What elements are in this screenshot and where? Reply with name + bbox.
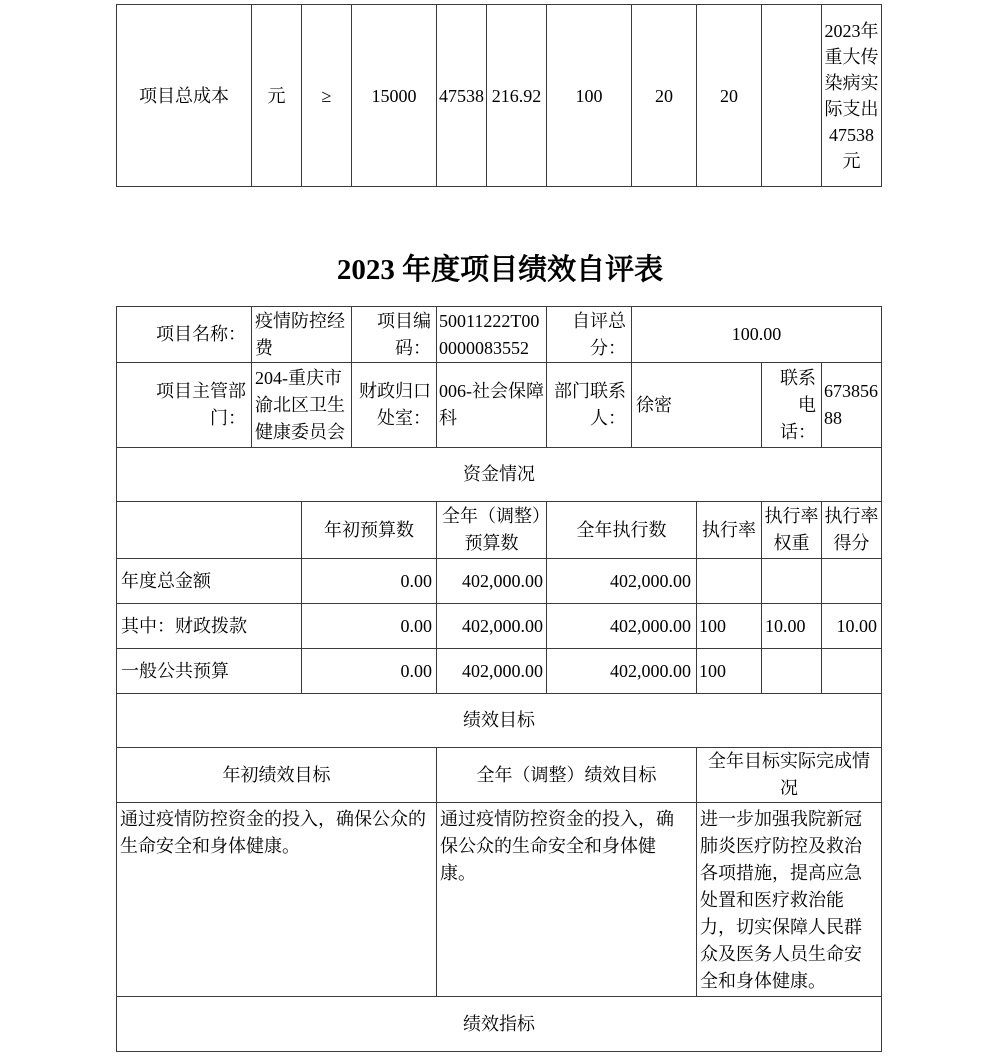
goals-section-title: 绩效目标 [463,710,535,730]
funds-header-rate-weight [762,502,821,558]
phone-value-cell [822,363,881,447]
funds-row-rate-weight-text: 10.00 [765,615,806,636]
project-name-value: 疫情防控经费 [255,310,345,358]
funds-row-execution-rate [697,649,761,693]
self-score-value: 100.00 [731,324,782,344]
prev-value-4-text: 100 [575,85,603,106]
funds-row-rate-score [822,604,881,648]
contact-value: 徐密 [636,394,672,415]
funds-row-label: 年度总金额 [121,570,211,591]
actual-completion-text: 进一步加强我院新冠肺炎医疗防控及救治各项措施，提高应急处置和医疗救治能力，切实保障人民群众及医务人员生命安全和身体健康。 [700,809,862,991]
actual-completion-cell [697,803,881,996]
funds-row-adjusted-budget-text: 402,000.00 [462,615,543,636]
prev-value-3-cell [487,5,546,186]
prev-value-3-text: 216.92 [491,85,542,106]
funds-section-header [117,448,881,501]
funds-header-execution-rate-text: 执行率 [702,519,756,540]
funds-row-adjusted-budget-text: 402,000.00 [462,570,543,591]
finance-office-value-cell [437,363,546,447]
dept-label: 项目主管部门： [156,381,246,428]
indicators-section-title: 绩效指标 [463,1013,535,1034]
funds-row-rate-weight [762,649,821,693]
finance-office-label: 财政归口处室： [359,381,431,428]
goals-header-initial-text: 年初绩效目标 [222,764,331,785]
funds-row-label-cell [117,559,301,603]
goals-header-initial [117,748,436,802]
adjusted-goal-cell [437,803,696,996]
goals-header-adjusted [437,748,696,802]
contact-label-cell [547,363,631,447]
project-code-value: 50011222T000000083552 [439,310,540,358]
project-name-label-cell [117,307,251,362]
funds-header-rate-score-text: 执行率得分 [824,506,879,553]
funds-row-initial-budget-text: 0.00 [400,660,432,681]
funds-header-executed [547,502,696,558]
funds-row-adjusted-budget-text: 402,000.00 [462,660,543,681]
funds-row-executed [547,559,696,603]
goals-section-header [117,694,881,747]
goals-header-actual [697,748,881,802]
prev-value-1-cell [352,5,436,186]
funds-row-adjusted-budget [437,559,546,603]
funds-header-initial-budget [302,502,436,558]
funds-row-execution-rate [697,604,761,648]
funds-row-rate-score [822,559,881,603]
dept-label-cell [117,363,251,447]
project-code-value-cell [437,307,546,362]
goals-header-adjusted-text: 全年（调整）绩效目标 [476,764,657,785]
funds-row-execution-rate [697,559,761,603]
prev-value-6-text: 20 [720,85,738,106]
funds-section-title: 资金情况 [463,464,535,484]
contact-value-cell [632,363,761,447]
funds-row-label-cell [117,604,301,648]
funds-row-initial-budget [302,649,436,693]
initial-goal-cell [117,803,436,996]
funds-row-executed [547,604,696,648]
project-name-value-cell [252,307,351,362]
prev-value-5-text: 20 [655,85,673,106]
funds-header-initial-budget-text: 年初预算数 [324,519,414,540]
prev-note-cell [822,5,881,186]
funds-row-label: 一般公共预算 [121,660,229,681]
prev-note-text: 2023年重大传染病实际支出47538元 [824,20,879,171]
funds-row-execution-rate-text: 100 [699,660,726,681]
phone-value: 67385688 [824,381,878,428]
funds-header-rate-score [822,502,881,558]
funds-row-rate-weight [762,604,821,648]
funds-row-adjusted-budget [437,604,546,648]
prev-comparator-text: ≥ [321,85,332,106]
goals-header-actual-text: 全年目标实际完成情况 [708,751,870,798]
funds-row-rate-score [822,649,881,693]
funds-row-initial-budget [302,604,436,648]
page-title: 2023 年度项目绩效自评表 [336,254,664,286]
prev-comparator-cell [302,5,351,186]
prev-value-5-cell [632,5,696,186]
funds-row-execution-rate-text: 100 [699,615,726,636]
funds-row-label: 其中：财政拨款 [121,615,247,636]
adjusted-goal-text: 通过疫情防控资金的投入，确保公众的生命安全和身体健康。 [440,809,674,883]
prev-unit-cell [252,5,301,186]
prev-value-6-cell [697,5,761,186]
project-code-label: 项目编码： [377,310,431,358]
funds-header-adjusted-budget-text: 全年（调整）预算数 [442,506,541,553]
prev-value-2-cell [437,5,486,186]
dept-value-cell [252,363,351,447]
finance-office-value: 006-社会保障科 [439,381,544,428]
funds-row-initial-budget [302,559,436,603]
funds-row-executed-text: 402,000.00 [610,660,691,681]
funds-header-empty-cell [117,502,301,558]
funds-row-adjusted-budget [437,649,546,693]
funds-row-rate-score-text: 10.00 [836,615,877,636]
funds-row-initial-budget-text: 0.00 [400,570,432,591]
prev-unit-text: 元 [267,85,286,106]
initial-goal-text: 通过疫情防控资金的投入，确保公众的生命安全和身体健康。 [120,809,426,856]
finance-office-label-cell [352,363,436,447]
funds-row-initial-budget-text: 0.00 [400,615,432,636]
prev-value-4-cell [547,5,631,186]
funds-row-label-cell [117,649,301,693]
project-name-label: 项目名称： [156,324,246,344]
phone-label-cell [762,363,821,447]
prev-empty-cell [762,5,821,186]
self-score-label-cell [547,307,631,362]
funds-row-executed [547,649,696,693]
dept-value: 204-重庆市渝北区卫生健康委员会 [255,367,345,442]
self-score-label: 自评总分： [572,310,626,358]
self-evaluation-table [116,306,882,1052]
funds-header-adjusted-budget [437,502,546,558]
funds-header-executed-text: 全年执行数 [576,519,667,540]
indicators-section-header [117,997,881,1051]
funds-row-executed-text: 402,000.00 [610,615,691,636]
funds-header-rate-weight-text: 执行率权重 [764,506,819,553]
funds-row-rate-weight [762,559,821,603]
prev-item-cell [117,5,251,186]
self-score-value-cell [632,307,881,362]
contact-label: 部门联系人： [554,381,626,428]
funds-row-executed-text: 402,000.00 [610,570,691,591]
prev-value-2-text: 47538 [439,85,484,106]
prev-value-1-text: 15000 [371,85,417,106]
project-code-label-cell [352,307,436,362]
funds-header-execution-rate [697,502,761,558]
previous-page-table [116,4,882,187]
prev-item-text: 项目总成本 [139,85,229,106]
phone-label: 联系电话： [780,367,816,442]
